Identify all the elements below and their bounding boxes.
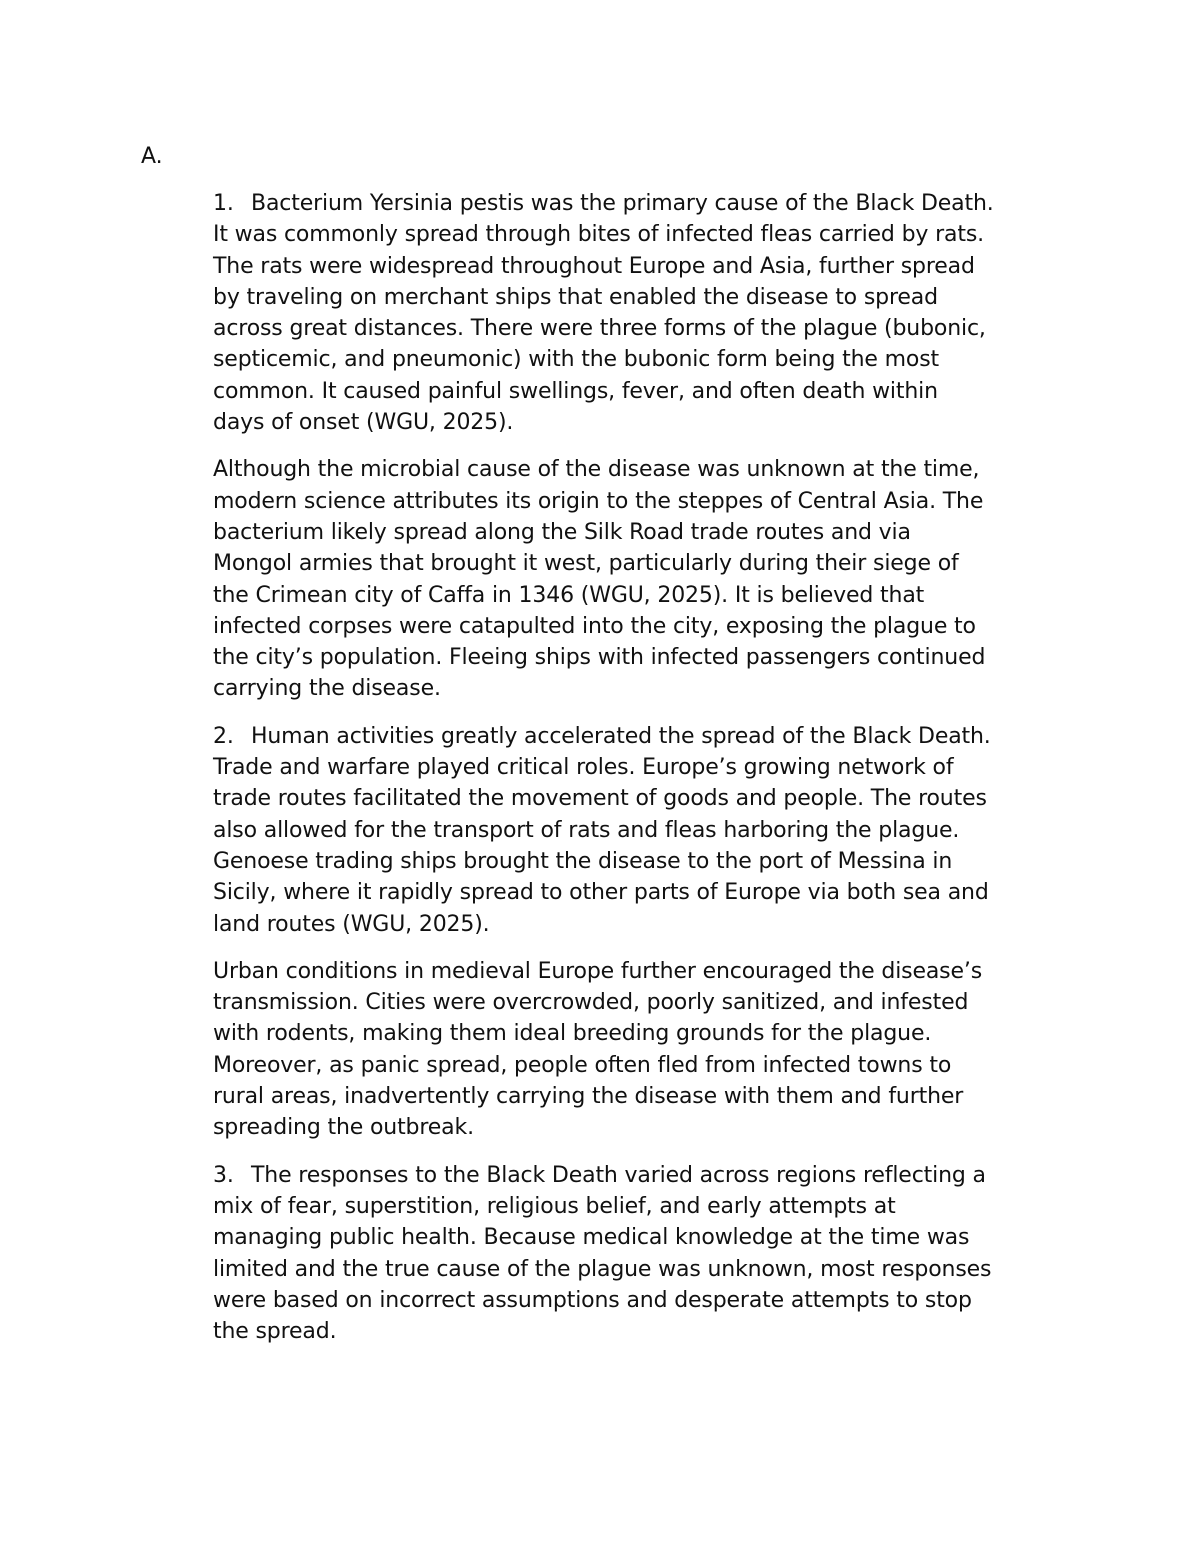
text-line: Moreover, as panic spread, people often fled from infected towns to [213, 1052, 952, 1078]
paragraph [213, 721, 1073, 940]
text-line: bacterium likely spread along the Silk Road trade routes and via [213, 519, 911, 545]
document-body [213, 188, 1073, 1363]
paragraph [213, 454, 1073, 704]
text-line: Trade and warfare played critical roles. Europe’s growing network of [213, 755, 954, 781]
paragraph [213, 956, 1073, 1144]
text-line: were based on incorrect assumptions and desperate attempts to stop [213, 1287, 972, 1313]
list-number: 2. [213, 723, 234, 749]
text-line: days of onset (WGU, 2025). [213, 410, 514, 436]
text-line: Urban conditions in medieval Europe further encouraged the disease’s [213, 958, 983, 984]
text-line: also allowed for the transport of rats and fleas harboring the plague. [213, 817, 960, 843]
text-line: the spread. [213, 1319, 337, 1345]
text-line: rural areas, inadvertently carrying the disease with them and further [213, 1084, 964, 1110]
text-line: mix of fear, superstition, religious belief, and early attempts at [213, 1193, 896, 1219]
text-line: by traveling on merchant ships that enabled the disease to spread [213, 284, 938, 310]
text-line: Human activities greatly accelerated the spread of the Black Death. [251, 723, 991, 749]
section-label: A. [141, 144, 163, 169]
text-line: Bacterium Yersinia pestis was the primary cause of the Black Death. [251, 191, 994, 216]
text-line: The responses to the Black Death varied across regions reflecting a [251, 1162, 986, 1188]
list-number: 3. [213, 1162, 234, 1188]
text-line: carrying the disease. [213, 676, 441, 702]
text-line: septicemic, and pneumonic) with the bubonic form being the most [213, 347, 940, 373]
text-line: modern science attributes its origin to the steppes of Central Asia. The [213, 488, 984, 514]
text-line: land routes (WGU, 2025). [213, 911, 490, 937]
text-line: managing public health. Because medical knowledge at the time was [213, 1225, 970, 1251]
text-line: Mongol armies that brought it west, particularly during their siege of [213, 551, 959, 577]
text-line: Although the microbial cause of the disease was unknown at the time, [213, 457, 980, 483]
text-line: limited and the true cause of the plague was unknown, most responses [213, 1256, 992, 1282]
list-number: 1. [213, 191, 234, 216]
paragraph [213, 188, 1073, 438]
text-line: The rats were widespread throughout Europe and Asia, further spread [213, 253, 975, 279]
text-line: common. It caused painful swellings, fever, and often death within [213, 378, 938, 404]
text-line: It was commonly spread through bites of infected fleas carried by rats. [213, 222, 984, 248]
text-line: the city’s population. Fleeing ships with infected passengers continued [213, 645, 986, 671]
text-line: across great distances. There were three forms of the plague (bubonic, [213, 316, 986, 342]
text-line: the Crimean city of Caffa in 1346 (WGU, 2025). It is believed that [213, 582, 925, 608]
text-line: with rodents, making them ideal breeding grounds for the plague. [213, 1021, 932, 1047]
text-line: trade routes facilitated the movement of goods and people. The routes [213, 786, 987, 812]
text-line: transmission. Cities were overcrowded, poorly sanitized, and infested [213, 990, 969, 1016]
text-line: spreading the outbreak. [213, 1115, 474, 1141]
text-line: Genoese trading ships brought the disease to the port of Messina in [213, 848, 953, 874]
text-line: Sicily, where it rapidly spread to other parts of Europe via both sea and [213, 880, 989, 906]
paragraph [213, 1160, 1073, 1348]
text-line: infected corpses were catapulted into the city, exposing the plague to [213, 613, 976, 639]
